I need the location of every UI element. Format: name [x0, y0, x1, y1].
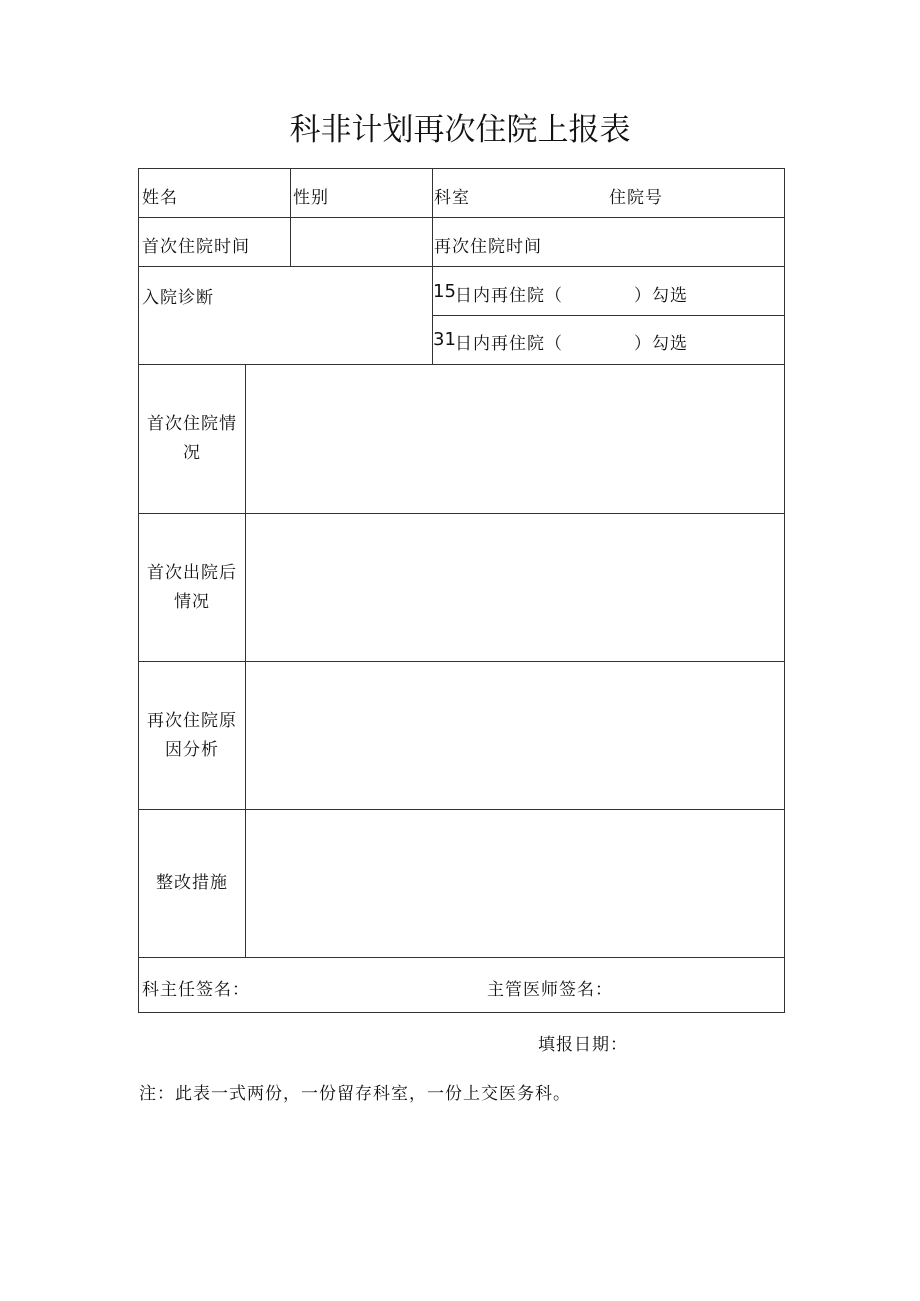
admission-number-label: 住院号 [609, 188, 663, 208]
after-first-discharge-field[interactable] [250, 517, 780, 657]
name-label: 姓名 [142, 188, 178, 208]
first-admission-time-label: 首次住院时间 [142, 237, 250, 257]
name-field[interactable] [190, 172, 286, 214]
attending-physician-signature-field[interactable] [620, 962, 780, 1008]
check-15-text: ）勾选 [634, 286, 688, 306]
footnote: 注：此表一式两份，一份留存科室，一份上交医务科。 [139, 1084, 571, 1104]
gender-field[interactable] [340, 172, 428, 214]
readmission-31-text: 日内再住院（ [455, 334, 563, 354]
fill-date-field[interactable] [628, 1026, 778, 1052]
department-field[interactable] [480, 172, 604, 214]
corrective-measures-field[interactable] [250, 813, 780, 953]
form-title: 科非计划再次住院上报表 [289, 112, 631, 148]
readmission-time-label: 再次住院时间 [434, 237, 542, 257]
check-31-text: ）勾选 [634, 334, 688, 354]
days-15-number: 15 [433, 281, 456, 302]
corrective-measures-label: 整改措施 [156, 873, 228, 893]
first-admission-time-field[interactable] [294, 221, 428, 263]
checkbox-15-days[interactable] [578, 279, 630, 305]
days-31-number: 31 [433, 329, 456, 350]
checkbox-31-days[interactable] [578, 327, 630, 353]
readmission-time-field[interactable] [560, 221, 780, 263]
director-signature-field[interactable] [250, 962, 470, 1008]
admission-diagnosis-label: 入院诊断 [142, 288, 214, 308]
admission-number-field[interactable] [672, 172, 780, 214]
readmission-reason-label: 再次住院原 因分析 [147, 711, 237, 760]
admission-diagnosis-field[interactable] [142, 306, 428, 360]
readmission-15-text: 日内再住院（ [455, 286, 563, 306]
attending-physician-signature-label: 主管医师签名： [487, 980, 613, 1000]
first-hospitalization-field[interactable] [250, 368, 780, 509]
first-hospitalization-label: 首次住院情 况 [147, 414, 237, 463]
gender-label: 性别 [293, 188, 329, 208]
director-signature-label: 科主任签名： [142, 980, 250, 1000]
department-label: 科室 [434, 188, 470, 208]
fill-date-label: 填报日期： [538, 1035, 628, 1055]
readmission-reason-field[interactable] [250, 665, 780, 805]
after-first-discharge-label: 首次出院后 情况 [147, 563, 237, 612]
